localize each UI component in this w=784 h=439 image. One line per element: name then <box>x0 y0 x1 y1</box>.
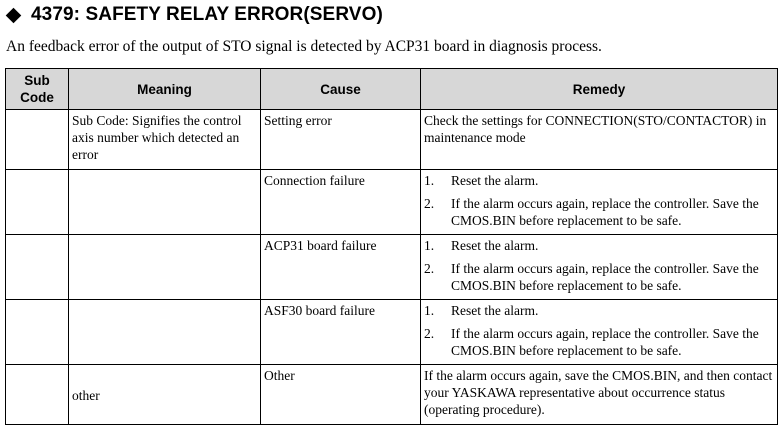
sub-code-cell <box>6 110 69 170</box>
remedy-steps <box>424 302 774 359</box>
sub-code-cell <box>6 365 69 425</box>
header-remedy: Remedy <box>421 69 778 110</box>
remedy-step <box>424 260 774 294</box>
table-row <box>6 300 778 365</box>
header-sub-code: Sub Code <box>6 69 69 110</box>
alarm-table <box>5 68 778 425</box>
meaning-cell <box>69 170 261 235</box>
step-text: If the alarm occurs again, replace the controller. Save the CMOS.BIN before replacement to be safe. <box>451 326 759 358</box>
alarm-heading <box>6 4 383 26</box>
header-cause: Cause <box>261 69 421 110</box>
step-number: 1. <box>424 173 435 188</box>
diamond-bullet-icon <box>6 7 22 23</box>
step-number: 1. <box>424 303 435 318</box>
alarm-description: An feedback error of the output of STO signal is detected by ACP31 board in diagnosis process. <box>6 38 602 55</box>
step-number: 2. <box>424 326 435 341</box>
remedy-step <box>424 172 774 189</box>
remedy-cell <box>421 235 778 300</box>
table-row <box>6 170 778 235</box>
remedy-cell: If the alarm occurs again, save the CMOS.BIN, and then contact your YASKAWA representative about occurrence status (operating procedure). <box>421 365 778 425</box>
meaning-cell <box>69 300 261 365</box>
sub-code-cell <box>6 300 69 365</box>
remedy-cell <box>421 170 778 235</box>
meaning-cell: Sub Code: Signifies the control axis number which detected an error <box>69 110 261 170</box>
cause-cell: Setting error <box>261 110 421 170</box>
remedy-step <box>424 325 774 359</box>
step-text: Reset the alarm. <box>451 303 539 318</box>
step-number: 2. <box>424 196 435 211</box>
step-text: If the alarm occurs again, replace the controller. Save the CMOS.BIN before replacement to be safe. <box>451 196 759 228</box>
remedy-cell <box>421 300 778 365</box>
remedy-step <box>424 302 774 319</box>
sub-code-cell <box>6 170 69 235</box>
step-number: 1. <box>424 238 435 253</box>
table-row <box>6 110 778 170</box>
header-meaning: Meaning <box>69 69 261 110</box>
step-number: 2. <box>424 261 435 276</box>
cause-cell: Other <box>261 365 421 425</box>
meaning-cell <box>69 235 261 300</box>
remedy-step <box>424 195 774 229</box>
meaning-cell: other <box>69 365 261 425</box>
table-header-row <box>6 69 778 110</box>
sub-code-cell <box>6 235 69 300</box>
alarm-title: 4379: SAFETY RELAY ERROR(SERVO) <box>31 4 383 25</box>
cause-cell: ACP31 board failure <box>261 235 421 300</box>
step-text: If the alarm occurs again, replace the controller. Save the CMOS.BIN before replacement to be safe. <box>451 261 759 293</box>
remedy-step <box>424 237 774 254</box>
remedy-steps <box>424 237 774 294</box>
table-row <box>6 235 778 300</box>
remedy-cell: Check the settings for CONNECTION(STO/CONTACTOR) in maintenance mode <box>421 110 778 170</box>
cause-cell: ASF30 board failure <box>261 300 421 365</box>
step-text: Reset the alarm. <box>451 173 539 188</box>
cause-cell: Connection failure <box>261 170 421 235</box>
table-row <box>6 365 778 425</box>
step-text: Reset the alarm. <box>451 238 539 253</box>
remedy-steps <box>424 172 774 229</box>
